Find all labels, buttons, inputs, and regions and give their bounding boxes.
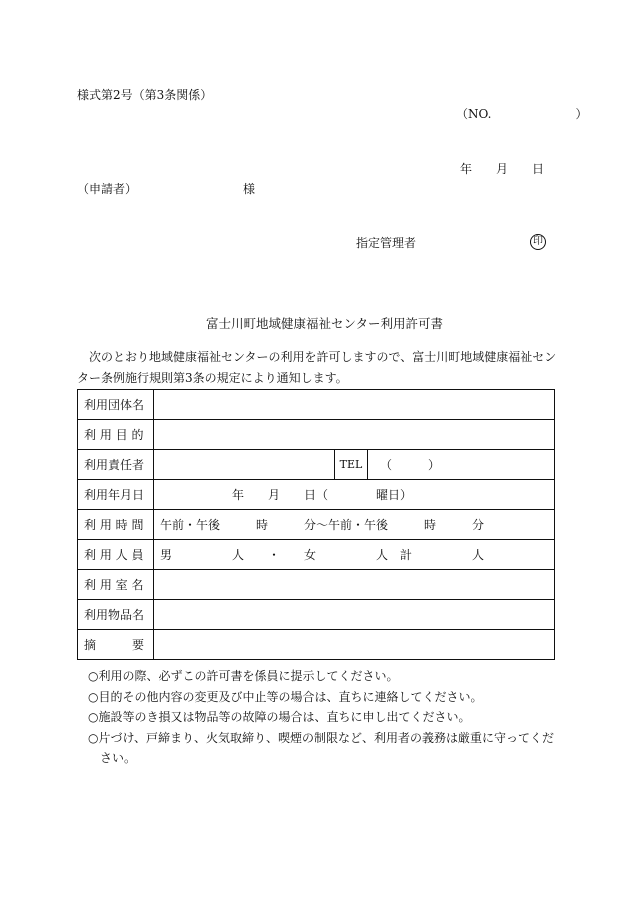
note-item: ○施設等のき損又は物品等の故障の場合は、直ちに申し出てください。 (88, 710, 471, 724)
body-text (77, 347, 557, 389)
note-item: ○片づけ、戸締まり、火気取締り、喫煙の制限など、利用者の義務は厳重に守ってくだ (88, 730, 554, 745)
row-label: 利用物品名 (78, 600, 154, 630)
table-row (78, 540, 555, 570)
seal-mark: 印 (530, 234, 546, 250)
permit-table (77, 389, 555, 660)
responsible-person-field[interactable] (154, 450, 335, 480)
note-item: ○目的その他内容の変更及び中止等の場合は、直ちに連絡してください。 (88, 689, 483, 704)
document-number-field: （NO. ） (456, 107, 588, 121)
page-title: 富士川町地域健康福祉センター利用許可書 (206, 316, 444, 331)
date-line: 年 月 日 (460, 162, 545, 176)
table-row (78, 570, 555, 600)
body-line-2: ター条例施行規則第3条の規定により通知します。 (77, 371, 348, 385)
purpose-field[interactable] (154, 420, 555, 450)
tel-field[interactable]: （ ） (368, 450, 555, 480)
row-label: 利 用 室 名 (78, 570, 154, 600)
table-row (78, 450, 555, 480)
table-row (78, 600, 555, 630)
body-line-1: 次のとおり地域健康福祉センターの利用を許可しますので、富士川町地域健康福祉セン (77, 350, 557, 364)
applicant-label: （申請者） (77, 182, 138, 196)
equipment-field[interactable] (154, 600, 555, 630)
room-name-field[interactable] (154, 570, 555, 600)
usage-date-field[interactable]: 年 月 日（ 曜日） (154, 480, 555, 510)
organization-name-field[interactable] (154, 390, 555, 420)
row-label: 利 用 目 的 (78, 420, 154, 450)
row-label: 摘 要 (78, 630, 154, 660)
row-label: 利 用 時 間 (78, 510, 154, 540)
notes-list (88, 666, 554, 769)
usage-time-field[interactable]: 午前・午後 時 分～午前・午後 時 分 (154, 510, 555, 540)
row-label: 利用年月日 (78, 480, 154, 510)
manager-label: 指定管理者 (356, 236, 417, 250)
row-label: 利用責任者 (78, 450, 154, 480)
table-row (78, 390, 555, 420)
table-row (78, 420, 555, 450)
applicant-honorific: 様 (243, 182, 256, 196)
row-label: 利用団体名 (78, 390, 154, 420)
table-row (78, 510, 555, 540)
headcount-field[interactable]: 男 人 ・ 女 人 計 人 (154, 540, 555, 570)
note-item: さい。 (88, 751, 137, 765)
tel-label: TEL (335, 450, 368, 480)
table-row (78, 630, 555, 660)
row-label: 利 用 人 員 (78, 540, 154, 570)
note-item: ○利用の際、必ずこの許可書を係員に提示してください。 (88, 669, 399, 683)
form-number: 様式第2号（第3条関係） (77, 88, 213, 102)
table-row (78, 480, 555, 510)
remarks-field[interactable] (154, 630, 555, 660)
